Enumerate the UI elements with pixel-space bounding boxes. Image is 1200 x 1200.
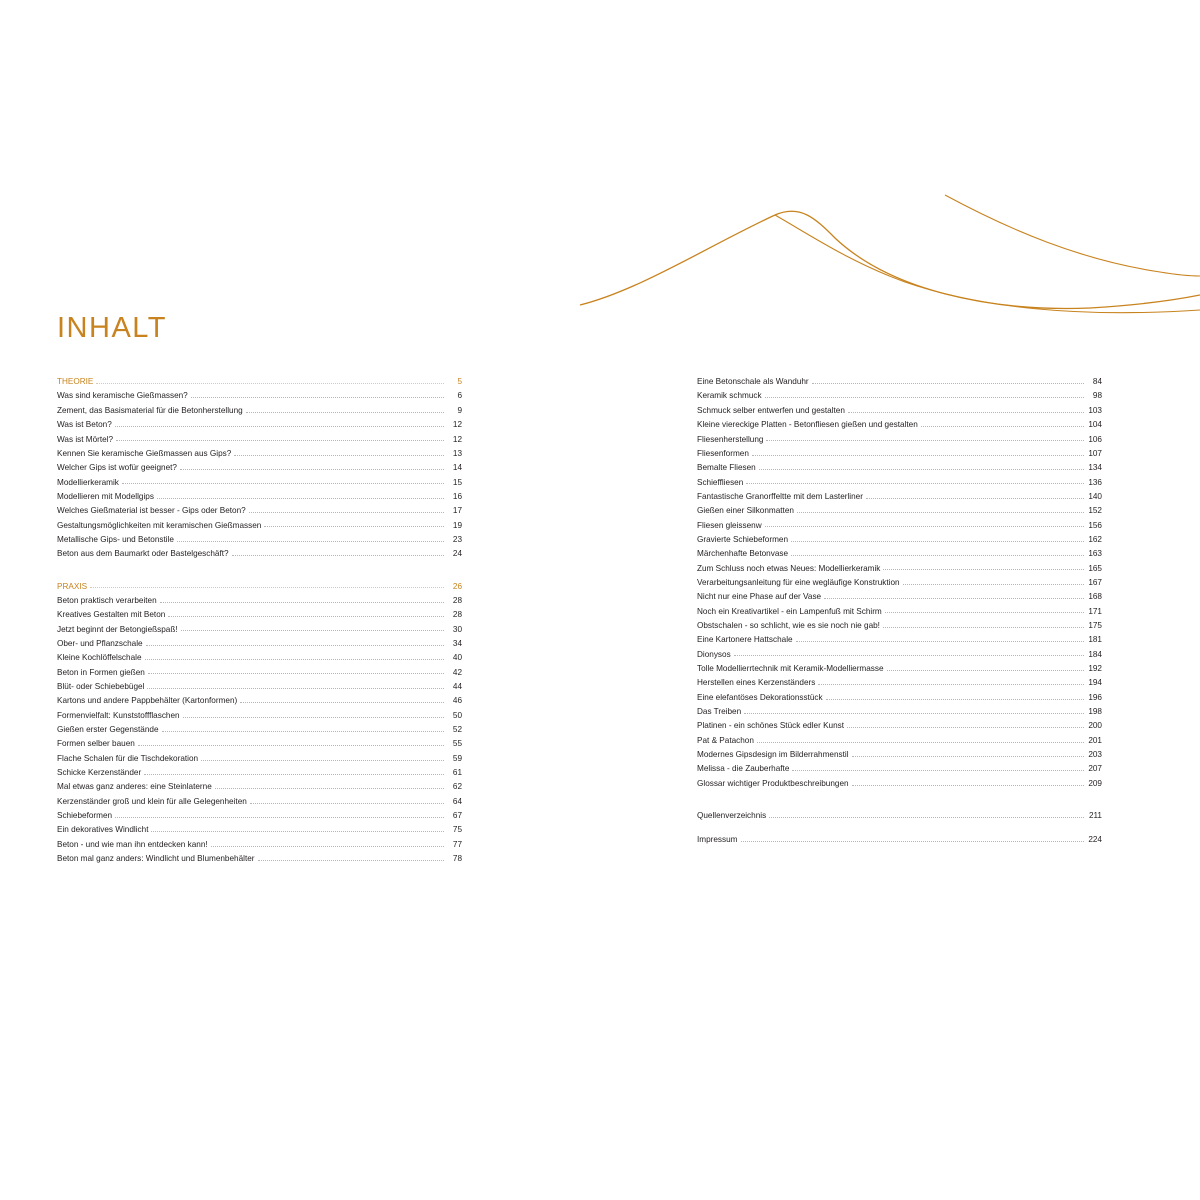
toc-entry-label: Schiebeformen	[57, 811, 113, 821]
toc-page-number: 194	[1088, 678, 1102, 688]
toc-entry-label: Impressum	[697, 835, 738, 845]
toc-entry-label: Welches Gießmaterial ist besser - Gips oder Beton?	[57, 506, 246, 516]
toc-spacer	[697, 788, 1102, 806]
decorative-swoosh	[560, 190, 1200, 330]
toc-entry-label: Schieffliesen	[697, 477, 744, 487]
toc-leader-dots	[797, 512, 1084, 513]
toc-page-number: 14	[452, 463, 462, 473]
toc-page-number: 26	[452, 581, 462, 591]
toc-page-number: 55	[452, 739, 462, 749]
toc-leader-dots	[791, 555, 1084, 556]
toc-page-number: 5	[457, 377, 462, 387]
toc-entry-label: Melissa - die Zauberhafte	[697, 764, 790, 774]
toc-entry-label: THEORIE	[57, 377, 94, 387]
toc-entry-label: Flache Schalen für die Tischdekoration	[57, 753, 199, 763]
toc-entry[interactable]	[697, 645, 1102, 659]
toc-entry[interactable]	[57, 634, 462, 648]
toc-page-number: 224	[1088, 835, 1102, 845]
toc-entry-label: Formen selber bauen	[57, 739, 135, 749]
toc-entry[interactable]	[57, 487, 462, 501]
toc-entry[interactable]	[697, 759, 1102, 773]
toc-leader-dots	[191, 397, 444, 398]
toc-entry-label: Keramik schmuck	[697, 391, 762, 401]
toc-entry-label: Kleine viereckige Platten - Betonfliesen gießen und gestalten	[697, 420, 918, 430]
toc-leader-dots	[249, 512, 444, 513]
toc-entry-label: Das Treiben	[697, 707, 742, 717]
toc-leader-dots	[201, 760, 444, 761]
toc-leader-dots	[765, 526, 1084, 527]
toc-entry-label: Kerzenständer groß und klein für alle Gelegenheiten	[57, 796, 247, 806]
toc-entry[interactable]	[57, 544, 462, 558]
toc-entry-label: Platinen - ein schönes Stück edler Kunst	[697, 721, 845, 731]
toc-leader-dots	[818, 684, 1084, 685]
toc-entry-label: Beton mal ganz anders: Windlicht und Blumenbehälter	[57, 854, 255, 864]
toc-page-number: 28	[452, 595, 462, 605]
toc-leader-dots	[115, 817, 444, 818]
toc-entry[interactable]	[57, 458, 462, 472]
toc-page-number: 44	[452, 682, 462, 692]
toc-entry[interactable]	[697, 702, 1102, 716]
toc-entry[interactable]	[57, 429, 462, 443]
toc-page-number: 6	[457, 391, 462, 401]
toc-page-number: 17	[452, 506, 462, 516]
toc-entry-label: Gießen erster Gegenstände	[57, 725, 159, 735]
toc-entry-label: Fliesenherstellung	[697, 434, 764, 444]
toc-entry-label: Mal etwas ganz anderes: eine Steinlaterne	[57, 782, 212, 792]
toc-entry[interactable]	[697, 673, 1102, 687]
toc-leader-dots	[744, 713, 1084, 714]
toc-page-number: 59	[452, 753, 462, 763]
toc-entry-label: Ober- und Pflanzschale	[57, 638, 143, 648]
toc-page-number: 107	[1088, 448, 1102, 458]
toc-entry-label: Eine elefantöses Dekorationsstück	[697, 692, 823, 702]
toc-leader-dots	[883, 627, 1084, 628]
toc-entry-label: Eine Kartonere Hattschale	[697, 635, 793, 645]
toc-page-number: 163	[1088, 549, 1102, 559]
toc-entry[interactable]	[697, 401, 1102, 415]
toc-leader-dots	[792, 770, 1084, 771]
toc-spacer	[57, 558, 462, 576]
toc-entry[interactable]	[57, 706, 462, 720]
toc-leader-dots	[847, 727, 1084, 728]
toc-column-left	[57, 372, 462, 863]
toc-entry-label: Obstschalen - so schlicht, wie es sie noch nie gab!	[697, 620, 880, 630]
toc-leader-dots	[116, 440, 444, 441]
toc-entry-label: Was sind keramische Gießmassen?	[57, 391, 188, 401]
toc-entry-label: Fliesen gleissenw	[697, 520, 762, 530]
toc-page-number: 192	[1088, 664, 1102, 674]
toc-page-number: 46	[452, 696, 462, 706]
toc-page-number: 211	[1088, 811, 1102, 821]
toc-page-number: 198	[1088, 707, 1102, 717]
toc-entry-label: Ein dekoratives Windlicht	[57, 825, 149, 835]
toc-page-number: 77	[452, 839, 462, 849]
toc-leader-dots	[240, 702, 444, 703]
toc-page-number: 167	[1088, 577, 1102, 587]
toc-entry-label: Gestaltungsmöglichkeiten mit keramischen Gießmassen	[57, 520, 262, 530]
toc-entry-label: Pat & Patachon	[697, 735, 754, 745]
toc-leader-dots	[852, 785, 1084, 786]
toc-entry-label: Gießen einer Silkonmatten	[697, 506, 794, 516]
toc-entry-label: Zum Schluss noch etwas Neues: Modellierkeramik	[697, 563, 881, 573]
toc-entry[interactable]	[57, 530, 462, 544]
toc-leader-dots	[180, 469, 444, 470]
toc-entry[interactable]	[57, 648, 462, 662]
toc-entry-label: Metallische Gips- und Betonstile	[57, 534, 174, 544]
toc-leader-dots	[90, 587, 444, 588]
toc-leader-dots	[752, 455, 1084, 456]
toc-entry-label: Tolle Modellierrtechnik mit Keramik-Modelliermasse	[697, 664, 884, 674]
toc-page-number: 207	[1088, 764, 1102, 774]
toc-page-number: 13	[452, 448, 462, 458]
toc-entry-label: Kennen Sie keramische Gießmassen aus Gips?	[57, 448, 232, 458]
toc-page-number: 140	[1088, 491, 1102, 501]
toc-leader-dots	[115, 426, 444, 427]
toc-entry[interactable]	[697, 415, 1102, 429]
toc-entry[interactable]	[57, 677, 462, 691]
toc-leader-dots	[234, 455, 444, 456]
toc-page-number: 61	[452, 768, 462, 778]
toc-entry[interactable]	[57, 720, 462, 734]
toc-page-number: 156	[1088, 520, 1102, 530]
toc-entry-label: Verarbeitungsanleitung für eine wegläufige Konstruktion	[697, 577, 900, 587]
toc-leader-dots	[883, 569, 1084, 570]
toc-entry[interactable]	[697, 688, 1102, 702]
toc-entry-label: Eine Betonschale als Wanduhr	[697, 377, 809, 387]
toc-page-number: 12	[452, 420, 462, 430]
toc-entry[interactable]	[697, 372, 1102, 386]
page-title: INHALT	[57, 312, 167, 344]
toc-leader-dots	[812, 383, 1084, 384]
toc-leader-dots	[824, 598, 1084, 599]
toc-entry-label: Beton - und wie man ihn entdecken kann!	[57, 839, 208, 849]
toc-entry[interactable]	[697, 530, 1102, 544]
toc-entry[interactable]	[697, 731, 1102, 745]
toc-page-number: 181	[1088, 635, 1102, 645]
toc-leader-dots	[757, 742, 1084, 743]
toc-entry[interactable]	[57, 386, 462, 400]
toc-page-number: 103	[1088, 405, 1102, 415]
toc-page-number: 28	[452, 610, 462, 620]
toc-page-number: 50	[452, 710, 462, 720]
toc-page-number: 152	[1088, 506, 1102, 516]
toc-page-number: 67	[452, 811, 462, 821]
toc-entry[interactable]	[697, 501, 1102, 515]
toc-entry[interactable]	[57, 591, 462, 605]
toc-entry-label: Was ist Mörtel?	[57, 434, 114, 444]
toc-entry[interactable]	[697, 544, 1102, 558]
toc-entry-label: Beton praktisch verarbeiten	[57, 595, 157, 605]
toc-entry[interactable]	[57, 777, 462, 791]
toc-leader-dots	[246, 412, 444, 413]
toc-entry-label: Märchenhafte Betonvase	[697, 549, 789, 559]
toc-entry-label: Formenvielfalt: Kunststoffflaschen	[57, 710, 180, 720]
toc-leader-dots	[759, 469, 1084, 470]
toc-leader-dots	[769, 817, 1084, 818]
toc-entry[interactable]	[57, 401, 462, 415]
toc-entry[interactable]	[697, 774, 1102, 788]
toc-page-number: 15	[452, 477, 462, 487]
toc-entry[interactable]	[57, 515, 462, 529]
toc-page-number: 168	[1088, 592, 1102, 602]
toc-entry-label: Noch ein Kreativartikel - ein Lampenfuß mit Schirm	[697, 606, 882, 616]
toc-entry-label: Beton aus dem Baumarkt oder Bastelgeschäft?	[57, 549, 229, 559]
toc-leader-dots	[766, 440, 1084, 441]
toc-entry[interactable]	[697, 573, 1102, 587]
toc-page-number: 78	[452, 854, 462, 864]
toc-entry-label: Herstellen eines Kerzenständers	[697, 678, 816, 688]
toc-leader-dots	[746, 483, 1084, 484]
toc-page-number: 171	[1088, 606, 1102, 616]
toc-page-number: 98	[1092, 391, 1102, 401]
toc-entry-label: Modellieren mit Modellgips	[57, 491, 154, 501]
toc-entry[interactable]	[697, 716, 1102, 730]
toc-entry-label: Modernes Gipsdesign im Bilderrahmenstil	[697, 750, 849, 760]
toc-leader-dots	[885, 612, 1084, 613]
toc-page-number: 104	[1088, 420, 1102, 430]
toc-page-number: 23	[452, 534, 462, 544]
toc-leader-dots	[796, 641, 1084, 642]
toc-leader-dots	[232, 555, 444, 556]
toc-entry[interactable]	[57, 691, 462, 705]
toc-entry[interactable]	[697, 429, 1102, 443]
toc-entry-label: Kartons und andere Pappbehälter (Kartonformen)	[57, 696, 238, 706]
toc-entry[interactable]	[697, 444, 1102, 458]
toc-leader-dots	[148, 673, 444, 674]
toc-entry-label: Kreatives Gestalten mit Beton	[57, 610, 166, 620]
toc-page-number: 196	[1088, 692, 1102, 702]
toc-entry[interactable]	[57, 734, 462, 748]
toc-page-number: 134	[1088, 463, 1102, 473]
toc-entry-label: Modellierkeramik	[57, 477, 119, 487]
toc-leader-dots	[181, 630, 444, 631]
toc-leader-dots	[122, 483, 444, 484]
toc-spacer	[697, 820, 1102, 830]
toc-entry-label: Zement, das Basismaterial für die Betonherstellung	[57, 405, 243, 415]
toc-entry[interactable]	[697, 616, 1102, 630]
toc-entry-label: Fantastische Granorffeltte mit dem Lasterliner	[697, 491, 863, 501]
toc-page-number: 40	[452, 653, 462, 663]
toc-leader-dots	[147, 688, 444, 689]
toc-entry-label: PRAXIS	[57, 581, 88, 591]
toc-page-number: 184	[1088, 649, 1102, 659]
toc-entry[interactable]	[697, 630, 1102, 644]
toc-leader-dots	[765, 397, 1084, 398]
toc-entry[interactable]	[57, 820, 462, 834]
toc-leader-dots	[145, 659, 444, 660]
toc-page-number: 162	[1088, 534, 1102, 544]
toc-entry[interactable]	[57, 663, 462, 677]
toc-leader-dots	[215, 788, 444, 789]
toc-entry[interactable]	[697, 806, 1102, 820]
toc-entry[interactable]	[57, 444, 462, 458]
toc-entry[interactable]	[697, 487, 1102, 501]
toc-entry-label: Quellenverzeichnis	[697, 811, 767, 821]
toc-entry-label: Dionysos	[697, 649, 731, 659]
toc-section-heading[interactable]	[57, 576, 462, 590]
toc-page-number: 24	[452, 549, 462, 559]
toc-entry[interactable]	[697, 830, 1102, 844]
toc-entry-label: Kleine Kochlöffelschale	[57, 653, 142, 663]
toc-entry[interactable]	[697, 587, 1102, 601]
toc-page-number: 9	[457, 405, 462, 415]
toc-page-number: 201	[1088, 735, 1102, 745]
toc-leader-dots	[734, 655, 1084, 656]
toc-page-number: 62	[452, 782, 462, 792]
toc-entry-label: Glossar wichtiger Produktbeschreibungen	[697, 778, 849, 788]
toc-leader-dots	[887, 670, 1084, 671]
toc-leader-dots	[848, 412, 1084, 413]
toc-leader-dots	[741, 841, 1085, 842]
toc-page-number: 136	[1088, 477, 1102, 487]
toc-leader-dots	[160, 602, 444, 603]
toc-leader-dots	[96, 383, 444, 384]
toc-entry[interactable]	[697, 386, 1102, 400]
toc-entry[interactable]	[57, 763, 462, 777]
toc-entry[interactable]	[57, 472, 462, 486]
toc-entry-label: Gravierte Schiebeformen	[697, 534, 789, 544]
toc-leader-dots	[903, 584, 1084, 585]
toc-entry[interactable]	[57, 792, 462, 806]
toc-page-number: 175	[1088, 620, 1102, 630]
toc-leader-dots	[250, 803, 444, 804]
toc-page-number: 165	[1088, 563, 1102, 573]
toc-entry-label: Schmuck selber entwerfen und gestalten	[697, 405, 845, 415]
toc-entry-label: Nicht nur eine Phase auf der Vase	[697, 592, 822, 602]
toc-page-number: 203	[1088, 750, 1102, 760]
toc-entry[interactable]	[57, 501, 462, 515]
toc-page-number: 64	[452, 796, 462, 806]
toc-leader-dots	[826, 699, 1084, 700]
toc-entry[interactable]	[697, 745, 1102, 759]
toc-entry-label: Schicke Kerzenständer	[57, 768, 142, 778]
toc-entry[interactable]	[57, 605, 462, 619]
toc-leader-dots	[791, 541, 1084, 542]
toc-leader-dots	[183, 717, 444, 718]
toc-page-number: 30	[452, 624, 462, 634]
toc-entry-label: Beton in Formen gießen	[57, 667, 145, 677]
toc-entry[interactable]	[697, 515, 1102, 529]
toc-entry-label: Blüt- oder Schiebebügel	[57, 682, 145, 692]
toc-leader-dots	[168, 616, 444, 617]
toc-page-number: 209	[1088, 778, 1102, 788]
toc-leader-dots	[162, 731, 445, 732]
toc-section-heading[interactable]	[57, 372, 462, 386]
toc-leader-dots	[146, 645, 444, 646]
toc-entry[interactable]	[697, 558, 1102, 572]
toc-leader-dots	[151, 831, 444, 832]
toc-leader-dots	[177, 541, 444, 542]
toc-entry[interactable]	[57, 806, 462, 820]
toc-entry[interactable]	[57, 749, 462, 763]
toc-page-number: 84	[1092, 377, 1102, 387]
toc-page-number: 106	[1088, 434, 1102, 444]
toc-page-number: 16	[452, 491, 462, 501]
toc-entry[interactable]	[57, 849, 462, 863]
toc-entry-label: Welcher Gips ist wofür geeignet?	[57, 463, 177, 473]
toc-leader-dots	[921, 426, 1084, 427]
toc-entry[interactable]	[57, 620, 462, 634]
toc-entry[interactable]	[57, 835, 462, 849]
toc-entry[interactable]	[697, 602, 1102, 616]
toc-entry-label: Jetzt beginnt der Betongießspaß!	[57, 624, 178, 634]
toc-entry-label: Was ist Beton?	[57, 420, 112, 430]
toc-leader-dots	[211, 846, 444, 847]
toc-page-number: 19	[452, 520, 462, 530]
toc-leader-dots	[138, 745, 444, 746]
toc-entry[interactable]	[697, 458, 1102, 472]
toc-column-right	[697, 372, 1102, 845]
toc-leader-dots	[157, 498, 444, 499]
toc-page-number: 52	[452, 725, 462, 735]
toc-page-number: 12	[452, 434, 462, 444]
toc-leader-dots	[258, 860, 444, 861]
toc-page-number: 200	[1088, 721, 1102, 731]
toc-leader-dots	[144, 774, 444, 775]
toc-page-number: 34	[452, 638, 462, 648]
toc-page-number: 42	[452, 667, 462, 677]
toc-entry[interactable]	[697, 472, 1102, 486]
toc-leader-dots	[264, 526, 444, 527]
toc-entry-label: Fliesenformen	[697, 448, 749, 458]
toc-leader-dots	[866, 498, 1084, 499]
toc-leader-dots	[852, 756, 1084, 757]
toc-entry-label: Bemalte Fliesen	[697, 463, 756, 473]
toc-page-number: 75	[452, 825, 462, 835]
toc-entry[interactable]	[697, 659, 1102, 673]
toc-entry[interactable]	[57, 415, 462, 429]
